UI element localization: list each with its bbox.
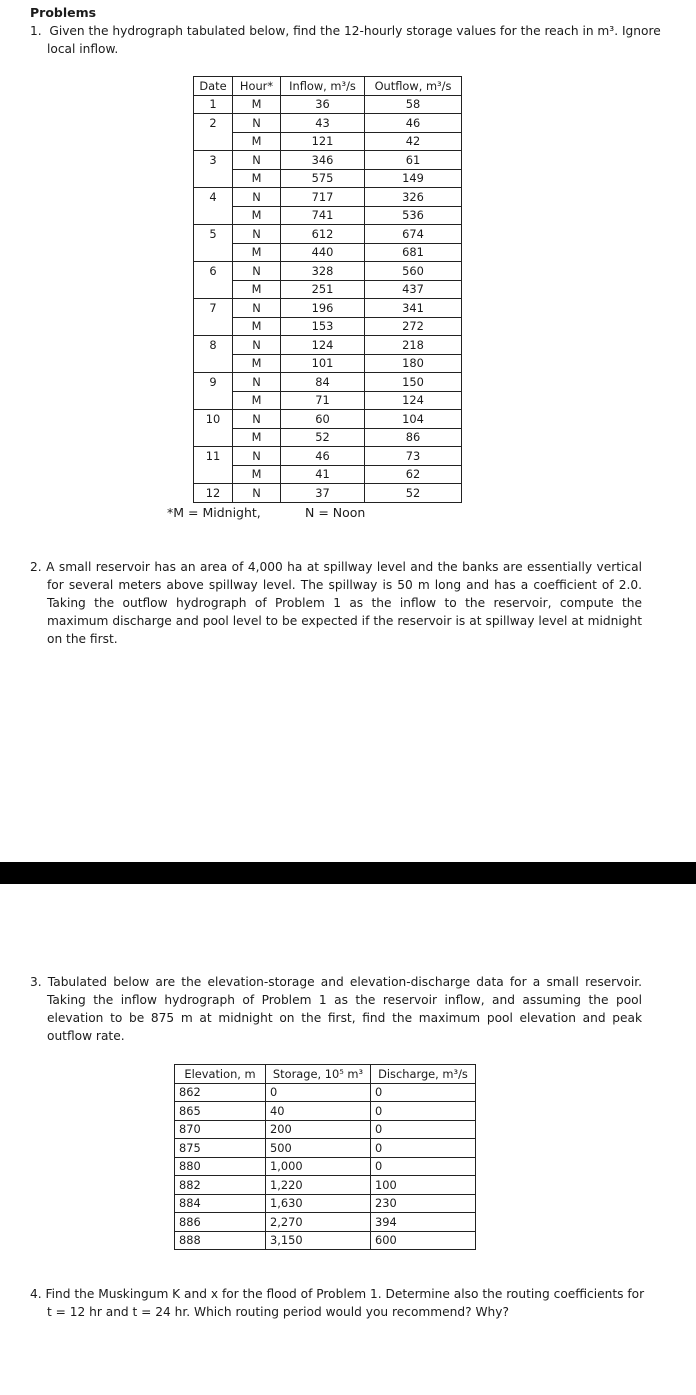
inflow-cell: 575: [281, 169, 365, 188]
inflow-cell: 121: [281, 132, 365, 151]
hour-cell: N: [233, 484, 281, 503]
storage-cell: 1,220: [266, 1176, 371, 1195]
date-cell: 5: [194, 225, 233, 244]
hour-cell: M: [233, 243, 281, 262]
date-cell: [194, 132, 233, 151]
date-cell: 4: [194, 188, 233, 207]
date-cell: 11: [194, 447, 233, 466]
date-cell: [194, 354, 233, 373]
footnote-noon: N = Noon: [305, 505, 366, 520]
outflow-cell: 62: [365, 465, 462, 484]
table-row: [194, 243, 462, 262]
table-row: [175, 1231, 476, 1250]
table-row: [194, 484, 462, 503]
table-row: [194, 428, 462, 447]
outflow-cell: 536: [365, 206, 462, 225]
table-row: [194, 336, 462, 355]
hydrograph-table: [193, 76, 462, 503]
hour-cell: N: [233, 262, 281, 281]
table-row: [194, 391, 462, 410]
date-cell: [194, 169, 233, 188]
table-row: [194, 132, 462, 151]
date-cell: [194, 206, 233, 225]
table-row: [194, 151, 462, 170]
col-outflow-header: Outflow, m³/s: [365, 77, 462, 96]
inflow-cell: 196: [281, 299, 365, 318]
table-row: [194, 317, 462, 336]
elevation-cell: 888: [175, 1231, 266, 1250]
table-row: [194, 354, 462, 373]
table-row: [194, 188, 462, 207]
table-row: [194, 225, 462, 244]
outflow-cell: 86: [365, 428, 462, 447]
date-cell: [194, 243, 233, 262]
problem-1-body: Given the hydrograph tabulated below, find the 12-hourly storage values for the reach in m³. Ignore local inflow.: [47, 24, 661, 56]
date-cell: 8: [194, 336, 233, 355]
hour-cell: M: [233, 317, 281, 336]
col-hour-header: Hour*: [233, 77, 281, 96]
hour-cell: M: [233, 206, 281, 225]
storage-cell: 1,000: [266, 1157, 371, 1176]
col-inflow-header: Inflow, m³/s: [281, 77, 365, 96]
elevation-cell: 886: [175, 1213, 266, 1232]
table-row: [175, 1157, 476, 1176]
discharge-cell: 0: [371, 1139, 476, 1158]
problem-1-number: 1.: [30, 24, 42, 38]
hour-cell: N: [233, 151, 281, 170]
table-row: [194, 299, 462, 318]
inflow-cell: 328: [281, 262, 365, 281]
hour-cell: M: [233, 428, 281, 447]
hour-cell: N: [233, 410, 281, 429]
inflow-cell: 717: [281, 188, 365, 207]
outflow-cell: 46: [365, 114, 462, 133]
discharge-cell: 0: [371, 1102, 476, 1121]
discharge-cell: 0: [371, 1157, 476, 1176]
storage-cell: 2,270: [266, 1213, 371, 1232]
problem-2-text: 2. A small reservoir has an area of 4,000 ha at spillway level and the banks are essentially vertical for several meters above spillway level. The spillway is 50 m long and has a coefficient of 2.0. Taking the outflow hydrograph of Problem 1 as the inflow to the reservoir, compute the maximum discharge and pool level to be expected if the reservoir is at spillway level at midnight on the first.: [30, 560, 642, 646]
storage-cell: 1,630: [266, 1194, 371, 1213]
outflow-cell: 560: [365, 262, 462, 281]
inflow-cell: 84: [281, 373, 365, 392]
outflow-cell: 674: [365, 225, 462, 244]
outflow-cell: 73: [365, 447, 462, 466]
outflow-cell: 272: [365, 317, 462, 336]
hydrograph-header-row: [194, 77, 462, 96]
inflow-cell: 124: [281, 336, 365, 355]
outflow-cell: 341: [365, 299, 462, 318]
table-row: [194, 262, 462, 281]
col-elevation-header: Elevation, m: [175, 1065, 266, 1084]
table-row: [175, 1194, 476, 1213]
outflow-cell: 180: [365, 354, 462, 373]
inflow-cell: 36: [281, 95, 365, 114]
table-row: [175, 1176, 476, 1195]
storage-cell: 200: [266, 1120, 371, 1139]
inflow-cell: 741: [281, 206, 365, 225]
discharge-cell: 230: [371, 1194, 476, 1213]
hour-cell: N: [233, 114, 281, 133]
hour-cell: M: [233, 169, 281, 188]
table-row: [194, 465, 462, 484]
table-row: [175, 1139, 476, 1158]
problem-4-text: 4. Find the Muskingum K and x for the flood of Problem 1. Determine also the routing coefficients for t = 12 hr and t = 24 hr. Which routing period would you recommend? Why?: [30, 1287, 645, 1319]
hour-cell: M: [233, 132, 281, 151]
inflow-cell: 612: [281, 225, 365, 244]
outflow-cell: 326: [365, 188, 462, 207]
inflow-cell: 43: [281, 114, 365, 133]
page-divider-bar: [0, 862, 696, 884]
outflow-cell: 61: [365, 151, 462, 170]
table-row: [175, 1120, 476, 1139]
hour-cell: M: [233, 465, 281, 484]
problems-heading: Problems: [30, 5, 97, 20]
problem-3-text: 3. Tabulated below are the elevation-storage and elevation-discharge data for a small reservoir. Taking the inflow hydrograph of Problem 1 as the reservoir inflow, and assuming the pool elevation to be 875 m at midnight on the first, find the maximum pool elevation and peak outflow rate.: [30, 975, 642, 1043]
date-cell: [194, 391, 233, 410]
hour-cell: M: [233, 95, 281, 114]
date-cell: 10: [194, 410, 233, 429]
hour-cell: N: [233, 447, 281, 466]
discharge-cell: 600: [371, 1231, 476, 1250]
outflow-cell: 42: [365, 132, 462, 151]
col-storage-header: Storage, 10⁵ m³: [266, 1065, 371, 1084]
date-cell: 6: [194, 262, 233, 281]
inflow-cell: 440: [281, 243, 365, 262]
inflow-cell: 52: [281, 428, 365, 447]
discharge-cell: 100: [371, 1176, 476, 1195]
hour-cell: M: [233, 391, 281, 410]
storage-cell: 500: [266, 1139, 371, 1158]
elevation-header-row: [175, 1065, 476, 1084]
table-row: [175, 1213, 476, 1232]
table-row: [194, 410, 462, 429]
table-row: [194, 114, 462, 133]
outflow-cell: 52: [365, 484, 462, 503]
inflow-cell: 37: [281, 484, 365, 503]
hour-cell: N: [233, 373, 281, 392]
outflow-cell: 149: [365, 169, 462, 188]
hour-cell: N: [233, 336, 281, 355]
date-cell: 12: [194, 484, 233, 503]
outflow-cell: 124: [365, 391, 462, 410]
hour-cell: N: [233, 188, 281, 207]
inflow-cell: 41: [281, 465, 365, 484]
col-discharge-header: Discharge, m³/s: [371, 1065, 476, 1084]
discharge-cell: 0: [371, 1120, 476, 1139]
elevation-cell: 870: [175, 1120, 266, 1139]
elevation-table: [174, 1064, 476, 1250]
footnote-midnight: *M = Midnight,: [167, 505, 261, 520]
table-row: [194, 169, 462, 188]
hour-cell: N: [233, 299, 281, 318]
table-row: [175, 1083, 476, 1102]
outflow-cell: 437: [365, 280, 462, 299]
inflow-cell: 60: [281, 410, 365, 429]
table-row: [194, 95, 462, 114]
date-cell: 2: [194, 114, 233, 133]
hour-cell: M: [233, 280, 281, 299]
storage-cell: 40: [266, 1102, 371, 1121]
problem-1-text: [30, 22, 672, 58]
elevation-cell: 880: [175, 1157, 266, 1176]
inflow-cell: 251: [281, 280, 365, 299]
inflow-cell: 346: [281, 151, 365, 170]
date-cell: [194, 317, 233, 336]
elevation-cell: 875: [175, 1139, 266, 1158]
discharge-cell: 0: [371, 1083, 476, 1102]
elevation-cell: 884: [175, 1194, 266, 1213]
date-cell: [194, 428, 233, 447]
table-row: [175, 1102, 476, 1121]
table-row: [194, 280, 462, 299]
outflow-cell: 104: [365, 410, 462, 429]
inflow-cell: 71: [281, 391, 365, 410]
date-cell: [194, 280, 233, 299]
col-date-header: Date: [194, 77, 233, 96]
inflow-cell: 153: [281, 317, 365, 336]
table-row: [194, 447, 462, 466]
date-cell: 1: [194, 95, 233, 114]
date-cell: [194, 465, 233, 484]
hour-cell: M: [233, 354, 281, 373]
hour-cell: N: [233, 225, 281, 244]
discharge-cell: 394: [371, 1213, 476, 1232]
inflow-cell: 46: [281, 447, 365, 466]
inflow-cell: 101: [281, 354, 365, 373]
elevation-cell: 865: [175, 1102, 266, 1121]
date-cell: 3: [194, 151, 233, 170]
table-row: [194, 373, 462, 392]
elevation-cell: 882: [175, 1176, 266, 1195]
outflow-cell: 150: [365, 373, 462, 392]
elevation-cell: 862: [175, 1083, 266, 1102]
date-cell: 9: [194, 373, 233, 392]
date-cell: 7: [194, 299, 233, 318]
outflow-cell: 58: [365, 95, 462, 114]
outflow-cell: 681: [365, 243, 462, 262]
storage-cell: 3,150: [266, 1231, 371, 1250]
outflow-cell: 218: [365, 336, 462, 355]
table-row: [194, 206, 462, 225]
storage-cell: 0: [266, 1083, 371, 1102]
